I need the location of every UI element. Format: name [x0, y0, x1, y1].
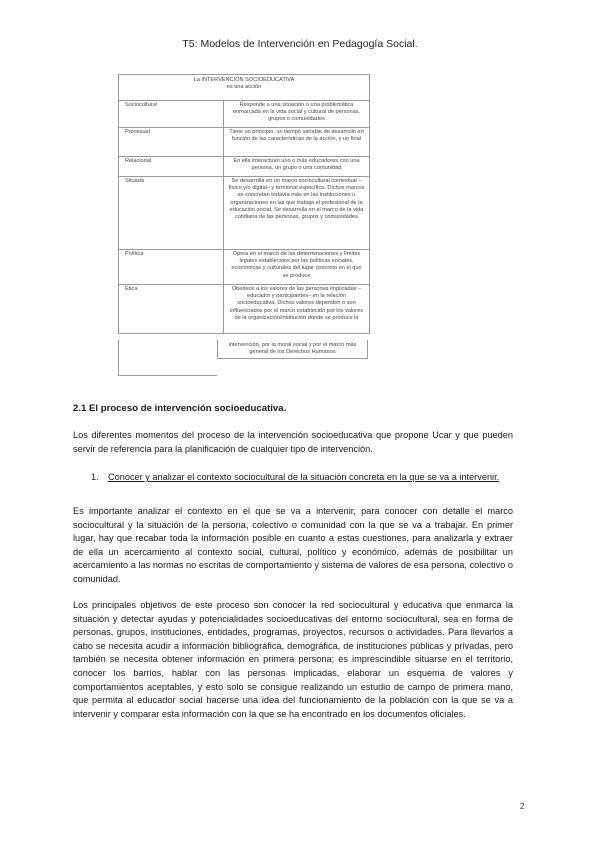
table-row	[119, 128, 369, 157]
paragraph-objectives: Los principales objetivos de este proceso son conocer la red sociocultural y educativa que enmarca la situación y detectar ayudas y potencialidades socioeducativas del entorno sociocultural, sea en forma de personas, grupos, instituciones, entidades, programas, proyectos, recursos o actividades. Para llevarlos a cabo se necesita acudir a información bibliográfica, demográfica, de instituciones públicas y privadas, pero también se necesita obtener información en primera persona; es imprescindible situarse en el territorio, conocer los barrios, hablar con las personas implicadas, elaborar un esquema de valores y comportamientos aceptables, y esto solo se consigue realizando un estudio de campo de primera mano, que permita al educador social hacerse una idea del funcionamiento de la población con la que se va a intervenir y comparar esta información con la que se ha encontrado en los documentos oficiales.	[73, 600, 513, 719]
list-text: Conocer y analizar el contexto sociocultural de la situación concreta en la que se va a intervenir.	[108, 472, 500, 482]
table-row	[119, 250, 369, 285]
table-row-value: Responde a una situación o una problemática enmarcada en la vida social y cultural de personas, grupos o comunidades	[232, 102, 361, 123]
table-row-value: Obedece a los valores de las personas implicadas –educador y participantes– en la relación socioeducativa. Dichos valores dependen o son influenciados por el marco establecido por los valores de la organización/institución donde se produce la	[229, 286, 364, 321]
page-number: 2	[520, 802, 525, 811]
table-row	[119, 157, 369, 177]
table-continuation: intervención, por la moral social y por el marco más general de los Derechos Humanos	[217, 340, 368, 359]
intro-paragraph: Los diferentes momentos del proceso de la intervención socioeducativa que propone Ucar y que pueden servir de referencia para la planificación de cualquier tipo de intervención.	[73, 430, 513, 454]
table-row	[119, 177, 369, 250]
table-row-key: Sociocultural	[119, 101, 224, 127]
table-row-value: Opera en el marco de las determinaciones y límites legales establecidos por las políticas sociales, económicas y culturales del lugar concreto en el que se produce	[231, 251, 362, 279]
table-row-value: Se desarrolla en un marco sociocultural contextual –físico y/o digital– y territorial específico. Dichos marcos se concretan todavía más en las instituciones u organizaciones en las que trabaja el profesional de la educación social. Se desarrolla en el marco de la vida cotidiana de las personas, grupos y comunidades	[228, 178, 365, 221]
table-subtitle: es una acción	[226, 84, 262, 91]
table-continuation-left-cell	[118, 340, 217, 376]
table-row-value: Tiene un principio, un tiempo variable de desarrollo en función de las características de la acción, y un final	[229, 129, 364, 143]
table-row-key: Relacional	[119, 157, 224, 176]
paragraph-context: Es importante analizar el contexto en el que se va a intervenir, para conocer con detalle el marco sociocultural y la situación de la persona, colectivo o comunidad con la que se va a trabajar. En primer lugar, hay que recabar toda la información posible en cuanto a estas cuestiones, para analizarla y extraer de ella un acercamiento al contexto social, cultural, político y económico, además de posibilitar un acercamiento a las normas no escritas de comportamiento y sistema de valores de esa persona, colectivo o comunidad.	[73, 506, 513, 584]
table-row-key: Procesual	[119, 128, 224, 156]
table-row	[119, 285, 369, 333]
table-row-value: En ella interactúan uno o más educadores con una persona, un grupo o una comunidad	[233, 158, 360, 172]
table-row-key: Política	[119, 250, 224, 284]
table-row-key: Situada	[119, 177, 224, 249]
table-row-key: Ética	[119, 285, 224, 333]
intervention-table	[118, 74, 370, 334]
table-row	[119, 101, 369, 128]
list-item	[91, 471, 511, 485]
section-heading: 2.1 El proceso de intervención socioeducativa.	[73, 403, 287, 414]
page-header-title: T5: Modelos de Intervención en Pedagogía Social.	[182, 38, 418, 50]
list-number: 1.	[91, 472, 99, 482]
table-title: La INTERVENCIÓN SOCIOEDUCATIVA	[193, 77, 295, 83]
table-header	[119, 75, 369, 101]
